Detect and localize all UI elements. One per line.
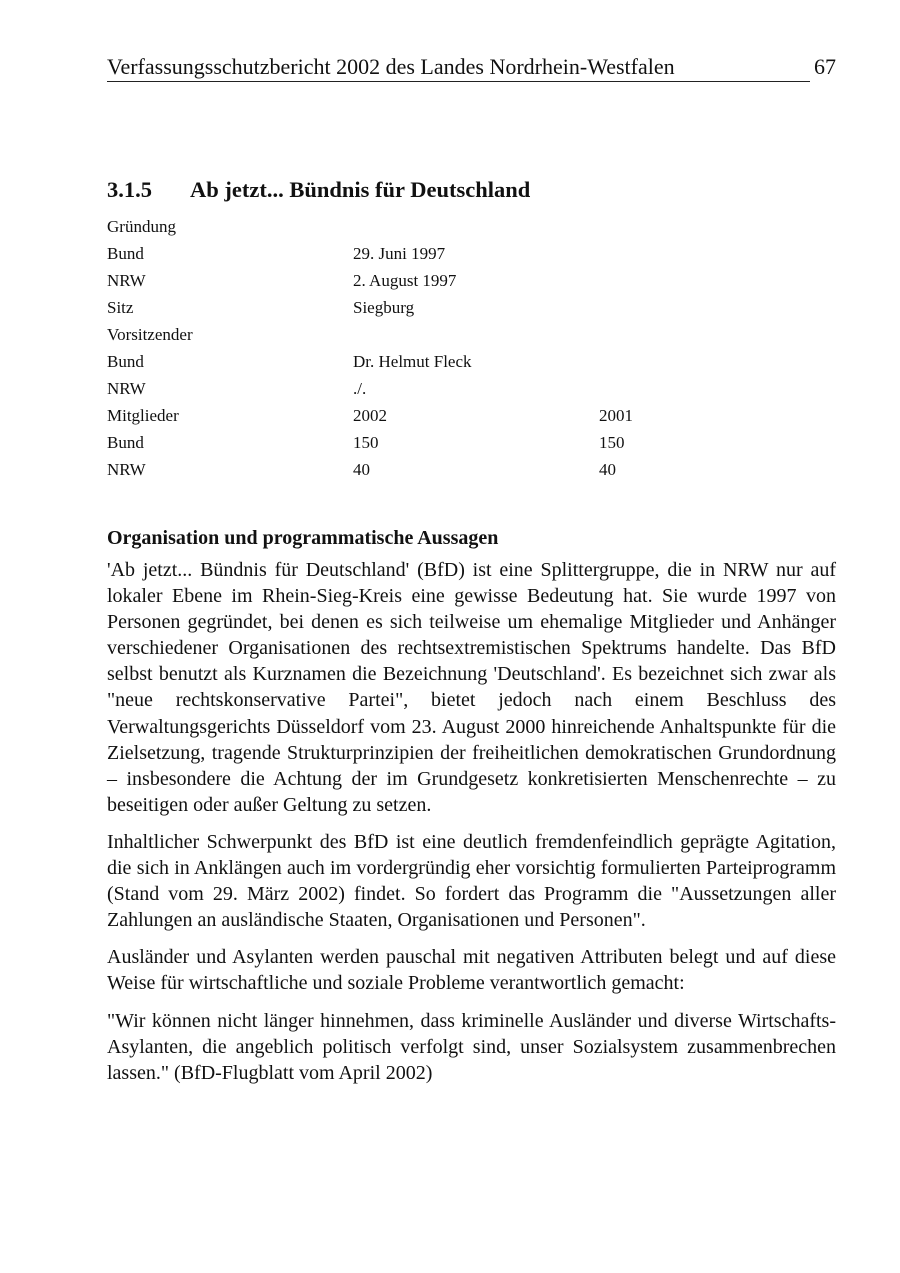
fact-row (107, 213, 707, 240)
fact-row (107, 348, 707, 375)
fact-label: Vorsitzender (107, 325, 193, 344)
fact-label: Mitglieder (107, 406, 179, 425)
fact-value-prev: 2001 (599, 406, 633, 425)
fact-label: Gründung (107, 217, 176, 236)
fact-row (107, 294, 707, 321)
fact-value: Dr. Helmut Fleck (353, 352, 472, 371)
fact-row (107, 321, 707, 348)
fact-row (107, 267, 707, 294)
fact-label: Bund (107, 244, 144, 263)
paragraph: Ausländer und Asylanten werden pauschal mit negativen Attributen belegt und auf diese Weise für wirtschaftliche und soziale Probleme verantwortlich gemacht: (107, 946, 836, 995)
fact-label: Bund (107, 433, 144, 452)
fact-label: NRW (107, 460, 146, 479)
fact-label: Sitz (107, 298, 134, 317)
section-title: Ab jetzt... Bündnis für Deutschland (190, 177, 531, 202)
fact-label: NRW (107, 271, 146, 290)
section-number: 3.1.5 (107, 177, 152, 202)
fact-value: 29. Juni 1997 (353, 244, 446, 263)
body-text (107, 557, 836, 1097)
fact-row (107, 402, 707, 429)
fact-value: 2. August 1997 (353, 271, 457, 290)
paragraph: Inhaltlicher Schwerpunkt des BfD ist eine deutlich fremdenfeindlich geprägte Agitation, die sich in Anklängen auch im vordergründig eher vorsichtig formulierten Parteiprogramm (Stand vom 29. März 2002) findet. So fordert das Programm die "Aussetzungen aller Zahlungen an ausländische Staaten, Organisationen und Personen". (107, 830, 836, 932)
header-rule (107, 81, 810, 82)
paragraph: 'Ab jetzt... Bündnis für Deutschland' (BfD) ist eine Splittergruppe, die in NRW nur auf lokaler Ebene im Rhein-Sieg-Kreis eine gewisse Bedeutung hat. Sie wurde 1997 von Personen gegründet, bei denen es sich teilweise um ehemalige Mitglieder und Anhänger verschiedener Organisationen des rechtsextremistischen Spektrums handelte. Das BfD selbst benutzt als Kurznamen die Bezeichnung 'Deutschland'. Es bezeichnet sich zwar als "neue rechtskonservative Partei", bietet jedoch nach einem Beschluss des Verwaltungsgerichts Düsseldorf vom 23. August 2000 hinreichende Anhaltspunkte für die Zielsetzung, tragende Strukturprinzipien der freiheitlichen demokratischen Grundordnung – insbesondere die Achtung der im Grundgesetz konkretisierten Menschenrechte – zu beseitigen oder außer Geltung zu setzen. (107, 559, 836, 816)
fact-value: 150 (353, 433, 379, 452)
fact-label: Bund (107, 352, 144, 371)
fact-value-prev: 150 (599, 433, 625, 452)
fact-row (107, 240, 707, 267)
fact-value-prev: 40 (599, 460, 616, 479)
fact-row (107, 429, 707, 456)
fact-label: NRW (107, 379, 146, 398)
fact-value: 40 (353, 460, 370, 479)
subsection-heading: Organisation und programmatische Aussagen (107, 527, 499, 549)
fact-row (107, 456, 707, 483)
fact-row (107, 375, 707, 402)
fact-value: ./. (353, 379, 367, 398)
page-number: 67 (814, 54, 836, 79)
fact-value: Siegburg (353, 298, 415, 317)
quote-paragraph: "Wir können nicht länger hinnehmen, dass kriminelle Ausländer und diverse Wirtschafts-Asylanten, die angeblich politisch verfolgt sind, unser Sozialsystem zusammenbrechen lassen." (BfD-Flugblatt vom April 2002) (107, 1009, 836, 1084)
section-heading (107, 176, 530, 204)
header-title: Verfassungsschutzbericht 2002 des Landes Nordrhein-Westfalen (107, 54, 675, 79)
fact-value: 2002 (353, 406, 387, 425)
fact-table (107, 213, 707, 483)
